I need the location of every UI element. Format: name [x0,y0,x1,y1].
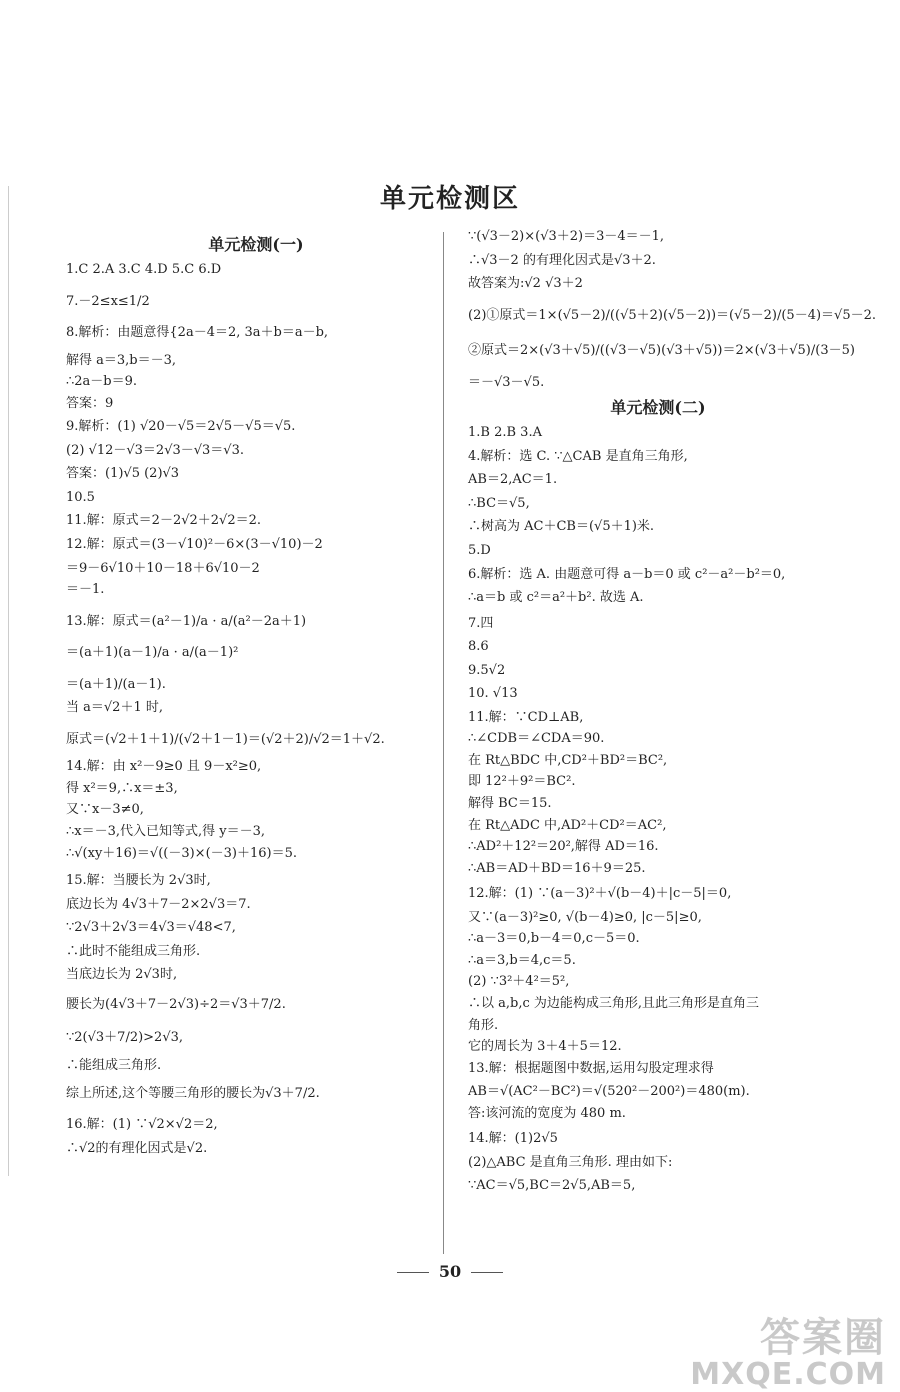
answer-line: 8.解析：由题意得{2a－4＝2, 3a＋b＝a－b, [66,325,329,341]
answer-line: ∴AB＝AD＋BD＝16＋9＝25. [468,860,646,876]
answer-line: 底边长为 4√3＋7－2×2√3＝7. [66,896,251,912]
answer-line: 7.－2≤x≤1/2 [66,293,150,309]
answer-line: 13.解：根据题图中数据,运用勾股定理求得 [468,1060,714,1076]
answer-line: 1.B 2.B 3.A [468,425,542,441]
answer-line: 答案：(1)√5 (2)√3 [66,466,180,482]
answer-line: ∴2a－b＝9. [66,374,138,390]
answer-line: 12.解：(1) ∵(a－3)²＋√(b－4)＋|c－5|＝0, [468,886,732,902]
answer-line: 16.解：(1) ∵√2×√2＝2, [66,1117,218,1133]
answer-line: ＝9－6√10＋10－18＋6√10－2 [66,560,260,576]
answer-line: 角形. [468,1017,499,1033]
watermark-logo [690,1315,886,1392]
answer-line: ∴以 a,b,c 为边能构成三角形,且此三角形是直角三 [468,995,760,1011]
footer-dash-left [397,1272,429,1273]
answer-line: 解得 a＝3,b＝－3, [66,352,177,368]
answer-line: ∴a＝3,b＝4,c＝5. [468,952,576,968]
answer-line: ∴√(xy＋16)＝√((－3)×(－3)＋16)＝5. [66,845,298,861]
answer-line: 4.解析：选 C. ∵△CAB 是直角三角形, [468,448,688,464]
answer-line: 又∵x－3≠0, [66,802,144,818]
answer-line: 12.解：原式＝(3－√10)²－6×(3－√10)－2 [66,537,323,553]
answer-line: ∴此时不能组成三角形. [66,943,201,959]
answer-line: ∴能组成三角形. [66,1057,162,1073]
answer-line: 9.5√2 [468,662,506,678]
answer-line: 综上所述,这个等腰三角形的腰长为√3＋7/2. [66,1085,320,1101]
watermark-line1: 答案圈 [760,1315,886,1361]
answer-line: 故答案为:√2 √3＋2 [468,276,583,292]
answer-line: 在 Rt△ADC 中,AD²＋CD²＝AC², [468,817,667,833]
answer-line: 腰长为(4√3＋7－2√3)÷2＝√3＋7/2. [66,996,286,1012]
answer-line: ＝(a＋1)/(a－1). [66,676,166,692]
right-column [468,228,877,1195]
answer-line: (2) ∵3²＋4²＝5², [468,974,570,990]
watermark-line2: MXQE.COM [690,1357,886,1392]
answer-line: 即 12²＋9²＝BC². [468,774,576,790]
answer-line: (2) √12－√3＝2√3－√3＝√3. [66,442,244,458]
answer-line: 8.6 [468,639,489,655]
answer-line: 5.D [468,543,491,559]
answer-line: 答案：9 [66,395,114,411]
answer-line: AB＝√(AC²－BC²)＝√(520²－200²)＝480(m). [468,1084,750,1100]
answer-line: 得 x²＝9,∴x＝±3, [66,780,178,796]
footer-dash-right [471,1272,503,1273]
answer-line: 14.解：(1)2√5 [468,1131,558,1147]
answer-line: 15.解：当腰长为 2√3时, [66,873,211,889]
answer-line: (2)△ABC 是直角三角形. 理由如下: [468,1154,673,1170]
answer-line: (2)①原式＝1×(√5－2)/((√5＋2)(√5－2))＝(√5－2)/(5－4)＝√5－2. [468,307,877,323]
answer-line: ∴BC＝√5, [468,495,530,511]
answer-line: 11.解：∵CD⊥AB, [468,709,584,725]
answer-line: 7.四 [468,615,494,631]
column-divider [443,232,444,1254]
page-title: 单元检测区 [379,184,520,214]
answer-line: 解得 BC＝15. [468,796,552,812]
answer-line: ∴a＝b 或 c²＝a²＋b². 故选 A. [468,590,644,606]
answer-line: ∴√2的有理化因式是√2. [66,1140,208,1156]
answer-line: 原式＝(√2＋1＋1)/(√2＋1－1)＝(√2＋2)/√2＝1＋√2. [66,731,385,747]
answer-line: 它的周长为 3＋4＋5＝12. [468,1039,622,1055]
answer-line: ∴∠CDB＝∠CDA＝90. [468,731,605,747]
answer-line: 又∵(a－3)²≥0, √(b－4)≥0, |c－5|≥0, [468,909,702,925]
answer-line: 14.解：由 x²－9≥0 且 9－x²≥0, [66,759,262,775]
answer-line: 1.C 2.A 3.C 4.D 5.C 6.D [66,262,222,277]
section-heading: 单元检测(二) [610,398,706,418]
answer-line: ∵(√3－2)×(√3＋2)＝3－4＝－1, [468,229,665,244]
answer-line: ∴AD²＋12²＝20²,解得 AD＝16. [468,839,659,855]
answer-line: ∴x＝－3,代入已知等式,得 y＝－3, [66,824,266,840]
answer-line: 当底边长为 2√3时, [66,967,178,983]
answer-line: AB＝2,AC＝1. [468,472,558,488]
answer-line: ∵2(√3＋7/2)>2√3, [66,1030,184,1046]
answer-line: 当 a＝√2＋1 时, [66,700,163,716]
answer-line: 10.5 [66,489,95,505]
answer-line: ②原式＝2×(√3＋√5)/((√3－√5)(√3＋√5))＝2×(√3＋√5)/(3－5) [468,343,855,359]
answer-line: 9.解析：(1) √20－√5＝2√5－√5＝√5. [66,419,296,435]
answer-line: ∴a－3＝0,b－4＝0,c－5＝0. [468,931,640,947]
answer-line: 6.解析：选 A. 由题意可得 a－b＝0 或 c²－a²－b²＝0, [468,566,786,582]
answer-line: ＝(a＋1)(a－1)/a · a/(a－1)² [66,645,239,661]
section-heading: 单元检测(一) [208,235,304,254]
answer-line: ∵2√3＋2√3＝4√3＝√48<7, [66,920,236,936]
answer-line: ＝－√3－√5. [468,374,545,390]
answer-line: 11.解：原式＝2－2√2＋2√2＝2. [66,513,262,529]
answer-line: ∵AC＝√5,BC＝2√5,AB＝5, [468,1178,636,1194]
left-column [66,228,446,1157]
scan-edge-line [8,186,9,1176]
answer-line: 在 Rt△BDC 中,CD²＋BD²＝BC², [468,752,668,768]
page-number: 50 [438,1262,462,1281]
answer-line: 10. √13 [468,686,518,702]
answer-line: 13.解：原式＝(a²－1)/a · a/(a²－2a＋1) [66,613,307,629]
answer-line: 答:该河流的宽度为 480 m. [468,1105,626,1121]
answer-line: ＝－1. [66,582,105,598]
answer-line: ∴√3－2 的有理化因式是√3＋2. [468,252,656,268]
answer-line: ∴树高为 AC＋CB＝(√5＋1)米. [468,519,655,535]
page-footer [0,1262,900,1281]
